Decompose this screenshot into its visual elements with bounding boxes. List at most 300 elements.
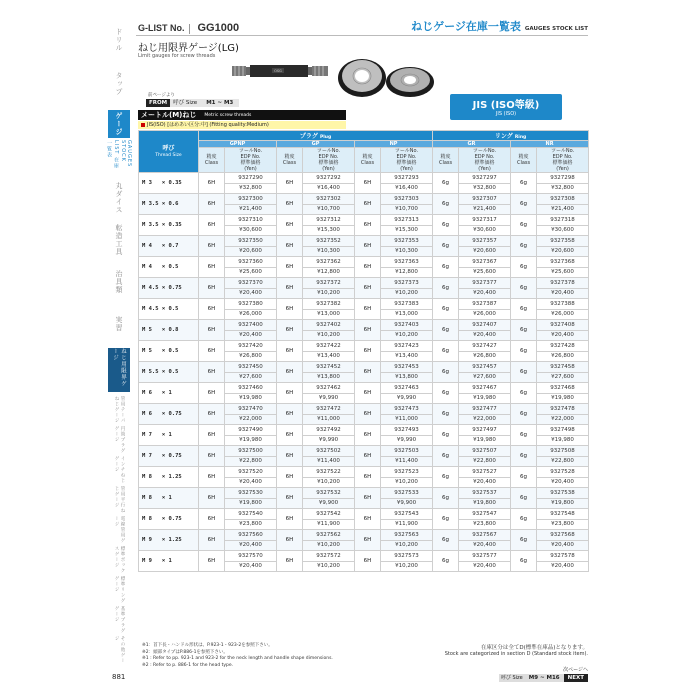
class-cell: 6g — [511, 488, 537, 509]
class-cell: 6H — [199, 446, 225, 467]
class-cell: 6H — [277, 341, 303, 362]
price-cell: ¥21,400 — [225, 204, 277, 215]
edp-code-cell: 9327403 — [381, 320, 433, 331]
table-row — [139, 530, 589, 541]
price-cell: ¥25,600 — [225, 267, 277, 278]
sidebar-tab-rolling-tools[interactable]: 転造工具 — [115, 224, 123, 256]
class-cell: 6H — [277, 530, 303, 551]
ring-header: リング Ring — [433, 131, 589, 141]
price-cell: ¥30,600 — [537, 225, 589, 236]
price-cell: ¥20,400 — [537, 540, 589, 551]
price-cell: ¥9,900 — [303, 498, 355, 509]
price-cell: ¥22,000 — [537, 414, 589, 425]
subgroup-gp: GP — [277, 141, 355, 148]
price-cell: ¥12,800 — [381, 267, 433, 278]
price-cell: ¥13,000 — [303, 309, 355, 320]
table-row — [139, 236, 589, 247]
edp-code-cell: 9327358 — [537, 236, 589, 247]
sidebar-tab-box[interactable]: 標準ボックスゲージ — [114, 546, 125, 574]
edp-code-cell: 9327473 — [381, 404, 433, 415]
edp-code-cell: 9327293 — [381, 173, 433, 184]
edp-code-cell: 9327317 — [459, 215, 511, 226]
thread-size: M 8 × 1.25 — [139, 467, 199, 488]
edp-code-cell: 9327570 — [225, 551, 277, 562]
sidebar-tab-gauge[interactable]: ゲージ — [108, 110, 130, 138]
price-cell: ¥10,700 — [381, 204, 433, 215]
sidebar-tab-other[interactable]: その他ゲージ — [114, 636, 125, 664]
thread-size: M 7 × 1 — [139, 425, 199, 446]
price-cell: ¥16,400 — [381, 183, 433, 194]
price-cell: ¥23,800 — [225, 519, 277, 530]
class-cell: 6H — [199, 467, 225, 488]
glist-number: GG1000 — [197, 22, 240, 34]
class-cell: 6H — [355, 383, 381, 404]
edp-code-cell: 9327490 — [225, 425, 277, 436]
price-cell: ¥10,200 — [381, 288, 433, 299]
red-square-icon — [141, 123, 145, 127]
edp-code-cell: 9327370 — [225, 278, 277, 289]
price-cell: ¥13,800 — [381, 372, 433, 383]
edp-code-cell: 9327537 — [459, 488, 511, 499]
thread-size: M 5 × 0.8 — [139, 320, 199, 341]
price-cell: ¥10,200 — [381, 561, 433, 572]
edp-code-cell: 9327568 — [537, 530, 589, 541]
table-row — [139, 383, 589, 394]
class-cell: 6g — [433, 530, 459, 551]
edp-code-cell: 9327383 — [381, 299, 433, 310]
nominal-header: 呼び Thread Size — [139, 131, 199, 173]
table-row — [139, 194, 589, 205]
sidebar-tab-conduit[interactable]: 電線管用ゲージ — [114, 516, 125, 544]
edp-code-cell: 9327528 — [537, 467, 589, 478]
price-cell: ¥10,300 — [381, 246, 433, 257]
class-cell: 6g — [433, 488, 459, 509]
thread-size: M 4 × 0.7 — [139, 236, 199, 257]
edp-code-cell: 9327298 — [537, 173, 589, 184]
thread-size: M 6 × 1 — [139, 383, 199, 404]
edp-code-cell: 9327427 — [459, 341, 511, 352]
edp-code-cell: 9327508 — [537, 446, 589, 457]
price-cell: ¥20,400 — [225, 540, 277, 551]
thread-size: M 4.5 × 0.5 — [139, 299, 199, 320]
edp-code-cell: 9327402 — [303, 320, 355, 331]
section-bar-title: メートル(M)ねじ — [141, 111, 197, 119]
table-row — [139, 446, 589, 457]
thread-size: M 9 × 1 — [139, 551, 199, 572]
price-cell: ¥10,200 — [303, 330, 355, 341]
sidebar-tab-stock-list[interactable]: GAUGES STOCK LIST 在庫一覧表 — [106, 140, 132, 170]
price-cell: ¥9,900 — [381, 498, 433, 509]
thread-size: M 8 × 1 — [139, 488, 199, 509]
class-cell: 6g — [433, 404, 459, 425]
edp-code-cell: 9327378 — [537, 278, 589, 289]
edp-code-cell: 9327368 — [537, 257, 589, 268]
plug-gauge-image — [232, 65, 328, 77]
price-cell: ¥32,800 — [225, 183, 277, 194]
table-row — [139, 404, 589, 415]
class-cell: 6g — [511, 341, 537, 362]
class-column-header: 精度 Class — [433, 148, 459, 173]
class-cell: 6g — [511, 530, 537, 551]
edp-code-cell: 9327380 — [225, 299, 277, 310]
edp-price-column-header: ツールNo. EDP No. 標準価格 (Yen) — [459, 148, 511, 173]
edp-code-cell: 9327307 — [459, 194, 511, 205]
edp-code-cell: 9327533 — [381, 488, 433, 499]
sidebar-tab-taper-pipe[interactable]: 管用テーパねじゲージ — [114, 396, 125, 424]
edp-code-cell: 9327520 — [225, 467, 277, 478]
class-cell: 6g — [433, 194, 459, 215]
price-cell: ¥10,200 — [303, 477, 355, 488]
table-row — [139, 257, 589, 268]
edp-code-cell: 9327468 — [537, 383, 589, 394]
price-cell: ¥23,800 — [537, 519, 589, 530]
class-cell: 6H — [199, 530, 225, 551]
edp-code-cell: 9327377 — [459, 278, 511, 289]
price-cell: ¥19,980 — [225, 393, 277, 404]
table-row — [139, 299, 589, 310]
class-cell: 6H — [355, 236, 381, 257]
next-nominal-label: 呼び Size — [500, 675, 523, 681]
class-cell: 6H — [199, 257, 225, 278]
price-cell: ¥20,400 — [459, 561, 511, 572]
sidebar-tab-ring[interactable]: 標準リングゲージ — [114, 576, 125, 604]
edp-code-cell: 9327567 — [459, 530, 511, 541]
class-cell: 6g — [511, 173, 537, 194]
price-cell: ¥21,400 — [459, 204, 511, 215]
edp-code-cell: 9327573 — [381, 551, 433, 562]
edp-code-cell: 9327497 — [459, 425, 511, 436]
edp-code-cell: 9327312 — [303, 215, 355, 226]
class-cell: 6g — [433, 383, 459, 404]
price-cell: ¥10,200 — [381, 540, 433, 551]
price-cell: ¥10,200 — [381, 330, 433, 341]
class-cell: 6H — [277, 509, 303, 530]
subgroup-nr: NR — [511, 141, 589, 148]
edp-code-cell: 9327548 — [537, 509, 589, 520]
class-cell: 6H — [199, 362, 225, 383]
class-cell: 6H — [355, 551, 381, 572]
class-cell: 6H — [355, 488, 381, 509]
price-cell: ¥32,800 — [459, 183, 511, 194]
edp-code-cell: 9327563 — [381, 530, 433, 541]
edp-code-cell: 9327462 — [303, 383, 355, 394]
price-cell: ¥11,000 — [381, 414, 433, 425]
edp-code-cell: 9327300 — [225, 194, 277, 205]
edp-code-cell: 9327297 — [459, 173, 511, 184]
class-cell: 6g — [433, 467, 459, 488]
subgroup-gr: GR — [433, 141, 511, 148]
edp-code-cell: 9327400 — [225, 320, 277, 331]
from-label: FROM — [146, 99, 170, 107]
class-cell: 6H — [199, 194, 225, 215]
edp-code-cell: 9327472 — [303, 404, 355, 415]
footnote: ※2：頭部タイプはP.886-1を参照下さい。 — [142, 649, 228, 655]
class-cell: 6g — [511, 362, 537, 383]
table-row — [139, 467, 589, 478]
table-row — [139, 509, 589, 520]
class-cell: 6g — [433, 509, 459, 530]
edp-code-cell: 9327302 — [303, 194, 355, 205]
class-cell: 6H — [355, 278, 381, 299]
class-cell: 6H — [277, 362, 303, 383]
edp-code-cell: 9327530 — [225, 488, 277, 499]
price-cell: ¥13,400 — [303, 351, 355, 362]
price-cell: ¥22,800 — [537, 456, 589, 467]
price-cell: ¥20,600 — [459, 246, 511, 257]
table-row — [139, 215, 589, 226]
header-divider — [189, 24, 190, 34]
thread-size: M 5.5 × 0.5 — [139, 362, 199, 383]
edp-code-cell: 9327362 — [303, 257, 355, 268]
thread-size: M 4.5 × 0.75 — [139, 278, 199, 299]
edp-price-column-header: ツールNo. EDP No. 標準価格 (Yen) — [225, 148, 277, 173]
thread-size: M 7 × 0.75 — [139, 446, 199, 467]
price-cell: ¥26,800 — [459, 351, 511, 362]
edp-code-cell: 9327467 — [459, 383, 511, 394]
edp-code-cell: 9327572 — [303, 551, 355, 562]
price-cell: ¥30,600 — [459, 225, 511, 236]
sidebar-tab-parallel-pipe[interactable]: 管用平行ねじゲージ — [114, 486, 125, 514]
class-cell: 6g — [433, 320, 459, 341]
price-cell: ¥9,990 — [381, 393, 433, 404]
price-cell: ¥25,600 — [459, 267, 511, 278]
price-cell: ¥19,800 — [537, 498, 589, 509]
subgroup-np: NP — [355, 141, 433, 148]
edp-code-cell: 9327422 — [303, 341, 355, 352]
edp-code-cell: 9327540 — [225, 509, 277, 520]
table-row — [139, 425, 589, 436]
class-cell: 6H — [355, 173, 381, 194]
price-cell: ¥19,980 — [537, 435, 589, 446]
class-column-header: 精度 Class — [199, 148, 225, 173]
edp-code-cell: 9327408 — [537, 320, 589, 331]
edp-code-cell: 9327352 — [303, 236, 355, 247]
class-cell: 6g — [511, 383, 537, 404]
footnote: ※2 : Refer to p. 886-1 for the head type. — [142, 662, 234, 668]
class-cell: 6H — [199, 215, 225, 236]
price-cell: ¥22,000 — [225, 414, 277, 425]
price-cell: ¥20,400 — [459, 330, 511, 341]
edp-code-cell: 9327318 — [537, 215, 589, 226]
edp-code-cell: 9327503 — [381, 446, 433, 457]
price-cell: ¥22,800 — [225, 456, 277, 467]
class-cell: 6g — [433, 173, 459, 194]
price-cell: ¥13,000 — [381, 309, 433, 320]
edp-code-cell: 9327578 — [537, 551, 589, 562]
edp-code-cell: 9327502 — [303, 446, 355, 457]
glist-header — [138, 22, 239, 34]
edp-code-cell: 9327290 — [225, 173, 277, 184]
price-cell: ¥19,980 — [459, 393, 511, 404]
price-cell: ¥20,400 — [537, 330, 589, 341]
class-cell: 6g — [511, 425, 537, 446]
class-cell: 6H — [355, 509, 381, 530]
class-cell: 6H — [355, 404, 381, 425]
edp-code-cell: 9327500 — [225, 446, 277, 457]
class-cell: 6g — [433, 551, 459, 572]
class-cell: 6g — [511, 236, 537, 257]
edp-code-cell: 9327470 — [225, 404, 277, 415]
edp-code-cell: 9327313 — [381, 215, 433, 226]
price-cell: ¥20,400 — [459, 288, 511, 299]
thread-size: M 5 × 0.5 — [139, 341, 199, 362]
price-cell: ¥11,400 — [303, 456, 355, 467]
edp-code-cell: 9327538 — [537, 488, 589, 499]
price-cell: ¥26,000 — [537, 309, 589, 320]
price-cell: ¥20,600 — [225, 246, 277, 257]
thread-size: M 6 × 0.75 — [139, 404, 199, 425]
price-cell: ¥20,400 — [225, 288, 277, 299]
sidebar-tab-master-plug[interactable]: 基準プラグゲージ — [114, 606, 125, 634]
edp-code-cell: 9327423 — [381, 341, 433, 352]
price-cell: ¥10,700 — [303, 204, 355, 215]
edp-code-cell: 9327560 — [225, 530, 277, 541]
class-cell: 6g — [433, 425, 459, 446]
edp-code-cell: 9327532 — [303, 488, 355, 499]
sidebar-tab-tap[interactable]: タップ — [115, 72, 123, 96]
edp-code-cell: 9327452 — [303, 362, 355, 373]
class-column-header: 精度 Class — [277, 148, 303, 173]
next-page-note: 次ページへ — [563, 667, 588, 673]
section-title-en: GAUGES STOCK LIST — [524, 26, 588, 32]
class-cell: 6H — [355, 320, 381, 341]
footnote: ※1 : Refer to pp. 923-1 and 923-2 for the neck length and handle shape dimensions. — [142, 656, 333, 661]
price-cell: ¥11,000 — [303, 414, 355, 425]
page-number: 881 — [112, 673, 126, 681]
price-cell: ¥20,400 — [225, 477, 277, 488]
thread-size: M 3 × 0.35 — [139, 173, 199, 194]
edp-code-cell: 9327523 — [381, 467, 433, 478]
price-cell: ¥22,800 — [459, 456, 511, 467]
price-cell: ¥27,600 — [225, 372, 277, 383]
price-cell: ¥22,000 — [459, 414, 511, 425]
edp-code-cell: 9327562 — [303, 530, 355, 541]
price-cell: ¥20,400 — [537, 288, 589, 299]
edp-code-cell: 9327350 — [225, 236, 277, 247]
jis-box-title: JIS (ISO等級) — [472, 100, 540, 111]
edp-code-cell: 9327542 — [303, 509, 355, 520]
table-row — [139, 551, 589, 562]
edp-code-cell: 9327498 — [537, 425, 589, 436]
price-cell: ¥26,800 — [537, 351, 589, 362]
next-label: NEXT — [564, 674, 588, 682]
class-cell: 6g — [511, 194, 537, 215]
sidebar-tab-limit-gauges[interactable]: ねじ用限界ゲージ — [108, 348, 130, 392]
class-cell: 6H — [355, 530, 381, 551]
class-cell: 6H — [199, 404, 225, 425]
thread-size: M 3.5 × 0.35 — [139, 215, 199, 236]
next-page-button[interactable] — [499, 674, 588, 682]
price-cell: ¥11,400 — [381, 456, 433, 467]
class-cell: 6H — [199, 383, 225, 404]
plug-header: プラグ Plug — [199, 131, 433, 141]
class-cell: 6H — [355, 257, 381, 278]
class-cell: 6H — [355, 425, 381, 446]
sidebar-tab-inch[interactable]: インチねじゲージ — [114, 456, 125, 484]
edp-code-cell: 9327547 — [459, 509, 511, 520]
sidebar-tab-round-dies[interactable]: 丸ダイス — [115, 182, 123, 214]
table-row — [139, 320, 589, 331]
price-cell: ¥10,300 — [303, 246, 355, 257]
sidebar-tab-jigs[interactable]: 治具類 — [115, 270, 123, 294]
edp-price-column-header: ツールNo. EDP No. 標準価格 (Yen) — [537, 148, 589, 173]
class-cell: 6g — [511, 257, 537, 278]
edp-code-cell: 9327493 — [381, 425, 433, 436]
class-cell: 6H — [199, 278, 225, 299]
price-cell: ¥27,600 — [459, 372, 511, 383]
section-bar — [138, 110, 346, 120]
edp-code-cell: 9327420 — [225, 341, 277, 352]
class-cell: 6H — [355, 341, 381, 362]
edp-code-cell: 9327477 — [459, 404, 511, 415]
class-cell: 6H — [277, 236, 303, 257]
class-cell: 6H — [355, 446, 381, 467]
class-cell: 6g — [511, 551, 537, 572]
product-title: ねじ用限界ゲージ(LG) — [138, 43, 239, 54]
range-nav-from[interactable] — [146, 99, 239, 107]
price-cell: ¥20,400 — [225, 561, 277, 572]
sidebar-tab-practice[interactable]: 実習 — [115, 316, 123, 332]
price-cell: ¥20,400 — [537, 477, 589, 488]
prev-page-note: 前ページより — [148, 93, 175, 98]
class-cell: 6H — [355, 467, 381, 488]
edp-code-cell: 9327357 — [459, 236, 511, 247]
class-cell: 6g — [433, 362, 459, 383]
price-cell: ¥15,300 — [303, 225, 355, 236]
class-cell: 6H — [355, 299, 381, 320]
class-cell: 6H — [277, 257, 303, 278]
price-cell: ¥19,980 — [537, 393, 589, 404]
price-cell: ¥30,600 — [225, 225, 277, 236]
edp-code-cell: 9327453 — [381, 362, 433, 373]
sidebar-tab-drill[interactable]: ドリル — [115, 28, 123, 52]
next-page-nav — [499, 666, 588, 682]
sidebar — [108, 22, 130, 682]
edp-code-cell: 9327360 — [225, 257, 277, 268]
edp-code-cell: 9327303 — [381, 194, 433, 205]
sidebar-tab-plain-plug[interactable]: 円筒プラグゲージ — [114, 426, 125, 454]
edp-code-cell: 9327428 — [537, 341, 589, 352]
price-cell: ¥21,400 — [537, 204, 589, 215]
section-title: ねじゲージ在庫一覧表 — [411, 20, 521, 33]
footnote: ※1：首下長・ハンドル形状は、P.923-1・923-2を参照下さい。 — [142, 643, 273, 648]
edp-code-cell: 9327353 — [381, 236, 433, 247]
class-cell: 6g — [433, 341, 459, 362]
price-cell: ¥32,800 — [537, 183, 589, 194]
class-cell: 6H — [355, 194, 381, 215]
from-nominal-label: 呼び Size — [170, 99, 200, 107]
price-cell: ¥20,400 — [459, 540, 511, 551]
price-cell: ¥23,800 — [459, 519, 511, 530]
table-row — [139, 278, 589, 289]
price-cell: ¥19,980 — [225, 435, 277, 446]
price-cell: ¥20,600 — [537, 246, 589, 257]
edp-code-cell: 9327457 — [459, 362, 511, 373]
section-bar-title-en: Metric screw threads — [204, 112, 252, 118]
table-row — [139, 362, 589, 373]
edp-code-cell: 9327507 — [459, 446, 511, 457]
class-cell: 6H — [199, 299, 225, 320]
stock-note-en: Stock are categorized in section D (Standard stock item). — [444, 651, 588, 657]
edp-code-cell: 9327522 — [303, 467, 355, 478]
edp-code-cell: 9327478 — [537, 404, 589, 415]
class-cell: 6H — [277, 467, 303, 488]
class-cell: 6g — [433, 446, 459, 467]
price-cell: ¥26,800 — [225, 351, 277, 362]
price-cell: ¥13,800 — [303, 372, 355, 383]
class-cell: 6H — [277, 551, 303, 572]
price-cell: ¥19,980 — [459, 435, 511, 446]
